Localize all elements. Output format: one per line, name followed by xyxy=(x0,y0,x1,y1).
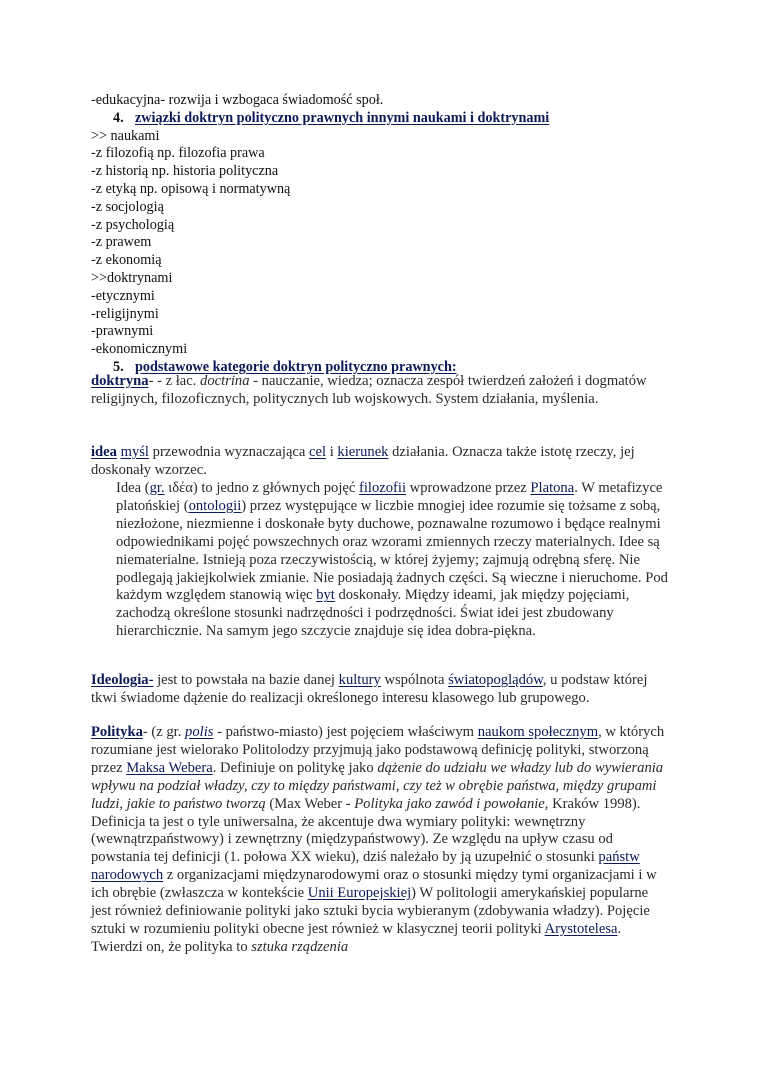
list-item: -z socjologią xyxy=(91,198,164,215)
list-item: -z filozofią np. filozofia prawa xyxy=(91,145,265,162)
polityka-paragraph: Polityka- (z gr. polis - państwo-miasto) jest pojęciem właściwym naukom społecznym, w których rozumiane jest wielorako Politolodzy przyjmują jako podstawową definicję polityki, stworzoną przez Maksa Webera. Definiuje on politykę jako dążenie do udziału we władzy lub do wywierania wpływu na podział władzy, czy to między państwami, czy też w obrębie państwa, między grupami ludzi, jakie to państwo tworzą (Max Weber - Polityka jako zawód i powołanie, Kraków 1998). Definicja ta jest o tyle uniwersalna, że akcentuje dwa wymiary polityki: wewnętrzny (wewnątrzpaństwowy) i zewnętrzny (międzypaństwowy). Ze względu na upływ czasu od powstania tej definicji (1. połowa XX wieku), dziś należało by ją uzupełnić o stosunki państw narodowych z organizacjami międzynarodowymi oraz o stosunki między tymi organizacjami i w ich obrębie (zwłaszcza w kontekście Unii Europejskiej) W politologii amerykańskiej popularne jest również definiowanie polityki jako sztuki bycia wybieranym (zdobywania władzy). Pojęcie sztuki w rozumieniu polityki obecne jest również w klasycznej teorii polityki Arystotelesa. Twierdzi on, że polityka to sztuka rządzenia xyxy=(91,724,665,955)
section-number: 4. xyxy=(113,109,124,126)
ideologia-paragraph: Ideologia- jest to powstała na bazie danej kultury wspólnota światopoglądów, u podstaw której tkwi świadome dążenie do realizacji określonego interesu klasowego lub grupowego. xyxy=(91,672,648,706)
idea-term: idea xyxy=(91,444,117,460)
link-byt[interactable]: byt xyxy=(316,587,335,604)
list-item: -etycznymi xyxy=(91,287,155,304)
doktryna-paragraph: doktryna- - z łac. doctrina - nauczanie, wiedza; oznacza zespół twierdzeń założeń i dogmatów religijnych, filozoficznych, politycznych lub wojskowych. System działania, myślenia. xyxy=(91,373,647,407)
list-item: -z ekonomią xyxy=(91,252,162,269)
section-4-heading xyxy=(91,110,651,128)
link-swiatopogladow[interactable]: światopoglądów xyxy=(448,672,543,688)
link-arystotelesa[interactable]: Arystotelesa xyxy=(544,920,618,937)
link-kierunek[interactable]: kierunek xyxy=(337,444,389,460)
list-item: -z historią np. historia polityczna xyxy=(91,163,279,180)
list-item: >>doktrynami xyxy=(91,269,173,286)
link-maksa-webera[interactable]: Maksa Webera xyxy=(126,759,213,776)
section-title: podstawowe kategorie doktryn polityczno prawnych: xyxy=(135,358,457,375)
link-unii-europejskiej[interactable]: Unii Europejskiej xyxy=(307,885,412,902)
link-platona[interactable]: Platona xyxy=(530,480,575,496)
idea-quote: Idea (gr. ιδέα) to jedno z głównych pojęć filozofii wprowadzone przez Platona. W metafizyce platońskiej (ontologii) przez występujące w liczbie mnogiej idee rozumie się tożsame z sobą, niezłożone, niezmienne i doskonałe byty duchowe, poznawalne rozumowo i będące realnymi odpowiednikami pojęć powszechnych oraz wzorami zmiennych rzeczy materialnych. Idee są niematerialne. Istnieją poza rzeczywistością, w której żyjemy; zajmują odrębną sferę. Nie podlegają jakiejkolwiek zmianie. Nie posiadają żadnych części. Są wieczne i nieruchome. Pod każdym względem stanowią więc byt doskonały. Między ideami, jak między pojęciami, zachodzą określone stosunki nadrzędności i podrzędności. Świat idei jest zbudowany hierarchicznie. Na samym jego szczycie znajduje się idea dobra-piękna. xyxy=(116,480,668,640)
list-item: -z etyką np. opisową i normatywną xyxy=(91,180,291,197)
link-polis[interactable]: polis xyxy=(185,724,214,740)
link-ontologii[interactable]: ontologii xyxy=(188,497,242,514)
link-cel[interactable]: cel xyxy=(309,444,327,460)
doktryna-term: doktryna xyxy=(91,373,149,389)
link-mysl[interactable]: myśl xyxy=(120,444,149,460)
link-naukom-spolecznym[interactable]: naukom społecznym xyxy=(477,724,599,740)
idea-paragraph: idea myśl przewodnia wyznaczająca cel i kierunek działania. Oznacza także istotę rzeczy, jej doskonały wzorzec. xyxy=(91,444,635,478)
list-item: -prawnymi xyxy=(91,323,154,340)
ideologia-term: Ideologia- xyxy=(91,672,154,688)
text-line: -edukacyjna- rozwija i wzbogaca świadomość społ. xyxy=(91,92,384,108)
polityka-term: Polityka xyxy=(91,724,143,740)
link-kultury[interactable]: kultury xyxy=(338,672,381,688)
list-item: -ekonomicznymi xyxy=(91,341,188,358)
list-item: >> naukami xyxy=(91,127,160,144)
list-item: -z psychologią xyxy=(91,216,175,233)
intro-block xyxy=(91,92,651,377)
section-number: 5. xyxy=(113,358,124,375)
list-item: -z prawem xyxy=(91,234,152,251)
list-item: -religijnymi xyxy=(91,305,159,322)
link-gr[interactable]: gr. xyxy=(149,480,165,496)
link-filozofii[interactable]: filozofii xyxy=(359,480,407,496)
link-panstw-narodowych[interactable]: państw narodowych xyxy=(91,849,640,884)
section-title: związki doktryn polityczno prawnych innymi naukami i doktrynami xyxy=(135,109,550,126)
